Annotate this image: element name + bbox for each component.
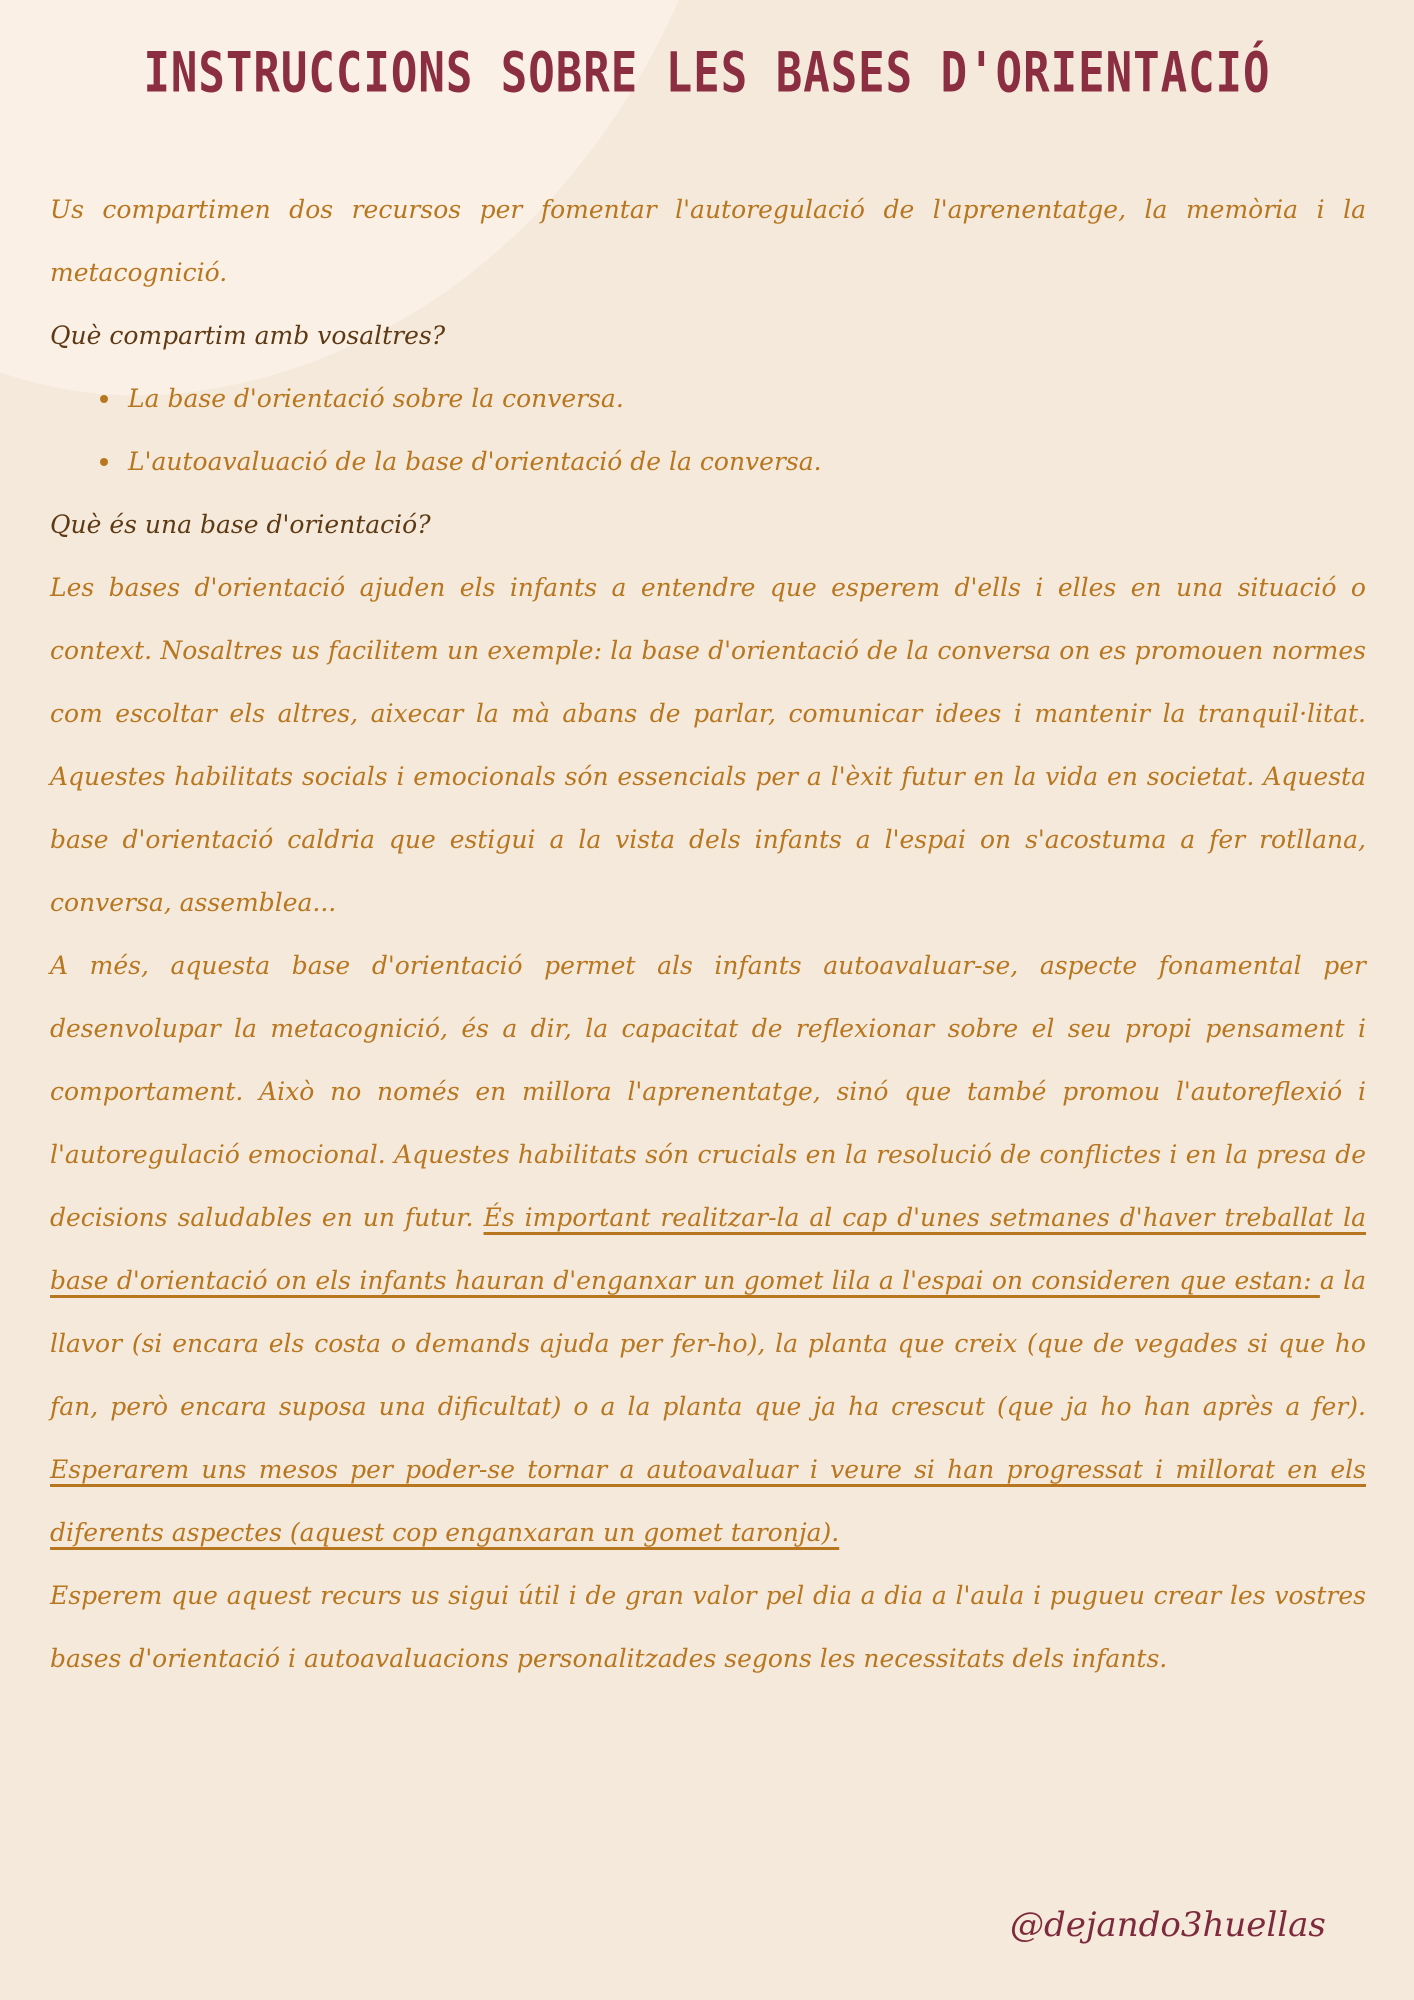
intro-paragraph: Us compartimen dos recursos per fomentar l'autoregulació de l'aprenentatge, la memòria i la metacognició. bbox=[50, 195, 1366, 287]
list-item: La base d'orientació sobre la conversa. bbox=[98, 367, 1366, 430]
shared-resources-list bbox=[50, 367, 1366, 493]
section-heading-what-is-base: Què és una base d'orientació? bbox=[50, 510, 431, 539]
self-assessment-paragraph bbox=[50, 934, 1366, 1564]
closing-paragraph: Esperem que aquest recurs us sigui útil i de gran valor pel dia a dia a l'aula i pugueu crear les vostres bases d'orientació i autoavaluacions personalitzades segons les necessitats dels infants. bbox=[50, 1581, 1366, 1673]
paragraph-text: a la llavor (si encara els costa o demands ajuda per fer-ho), la planta que creix (que de vegades si que ho fan, però encara suposa una dificultat) o a la planta que ja ha crescut (que ja ho han après a fer). bbox=[50, 1266, 1366, 1421]
section-heading-what-we-share: Què compartim amb vosaltres? bbox=[50, 321, 446, 350]
page-title: INSTRUCCIONS SOBRE LES BASES D'ORIENTACIÓ bbox=[143, 41, 1271, 106]
underlined-instruction: És important realitzar-la al cap d'unes setmanes d'haver treballat la base d'orientació on els infants hauran d'enganxar un gomet lila a l'espai on consideren que estan: bbox=[50, 1203, 1366, 1295]
list-item: L'autoavaluació de la base d'orientació de la conversa. bbox=[98, 430, 1366, 493]
paragraph-text: A més, aquesta base d'orientació permet als infants autoavaluar-se, aspecte fonamental per desenvolupar la metacognició, és a dir, la capacitat de reflexionar sobre el seu propi pensament i comportament. Això no només en millora l'aprenentatge, sinó que també promou l'autoreflexió i l'autoregulació emocional. Aquestes habilitats són crucials en la resolució de conflictes i en la presa de decisions saludables en un futur. bbox=[50, 951, 1366, 1232]
underlined-instruction: Esperarem uns mesos per poder-se tornar a autoavaluar i veure si han progressat i millorat en els diferents aspectes (aquest cop enganxaran un gomet taronja). bbox=[50, 1455, 1366, 1547]
document-body bbox=[50, 178, 1366, 1690]
author-signature: @dejando3huellas bbox=[1010, 1905, 1326, 1945]
explanation-paragraph: Les bases d'orientació ajuden els infants a entendre que esperem d'ells i elles en una situació o context. Nosaltres us facilitem un exemple: la base d'orientació de la conversa on es promouen normes com escoltar els altres, aixecar la mà abans de parlar, comunicar idees i mantenir la tranquil·litat. Aquestes habilitats socials i emocionals són essencials per a l'èxit futur en la vida en societat. Aquesta base d'orientació caldria que estigui a la vista dels infants a l'espai on s'acostuma a fer rotllana, conversa, assemblea... bbox=[50, 573, 1366, 917]
